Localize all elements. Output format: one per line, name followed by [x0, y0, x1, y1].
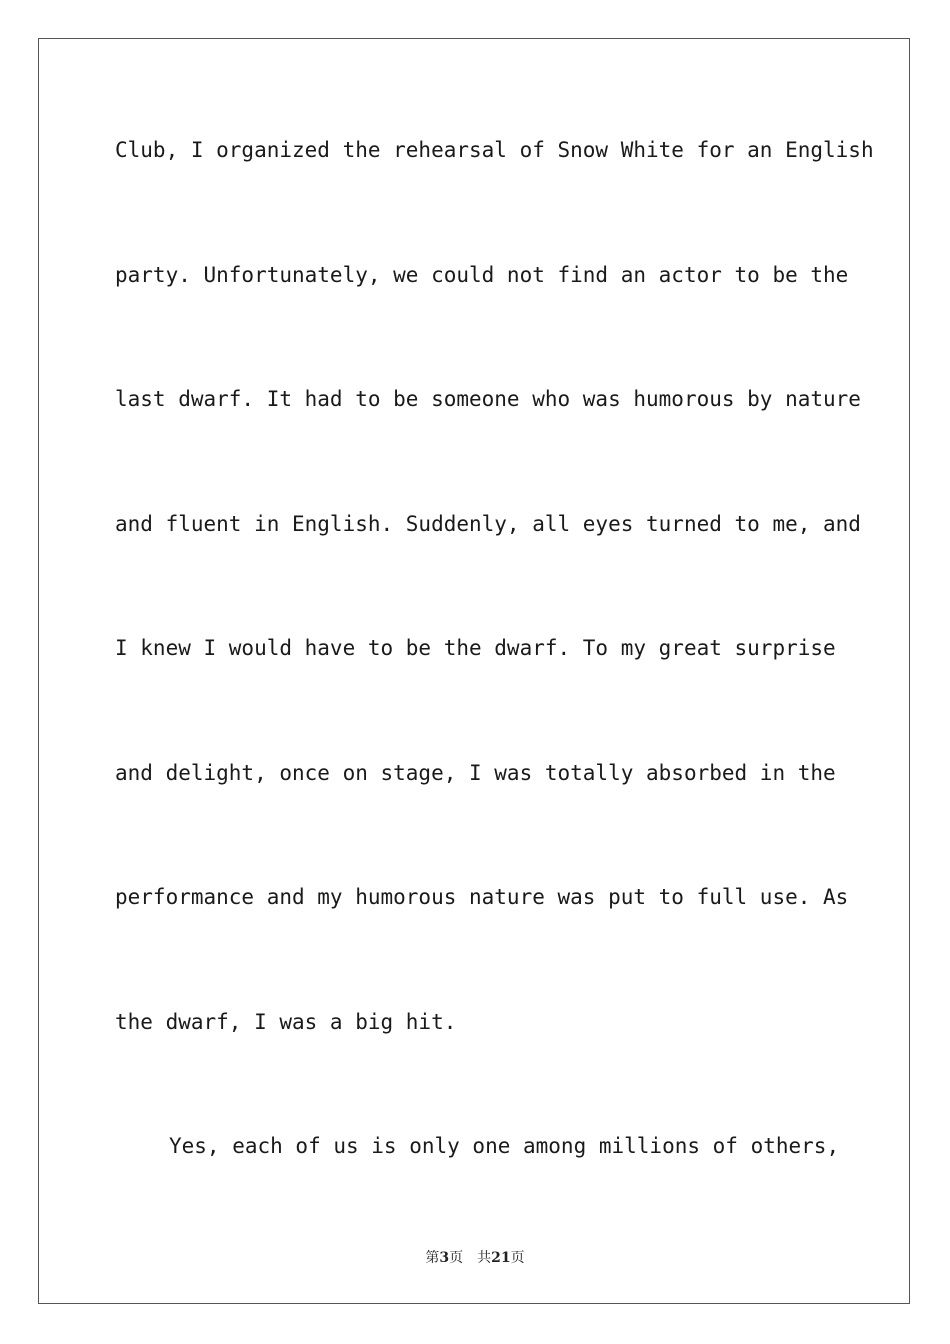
- document-body: [115, 126, 874, 1247]
- total-prefix: 共: [477, 1250, 492, 1266]
- text-line-paragraph-end: the dwarf, I was a big hit.: [115, 1009, 457, 1034]
- total-page-count: 21: [491, 1250, 511, 1266]
- page-prefix: 第: [425, 1250, 440, 1266]
- page-footer: [0, 1247, 950, 1267]
- total-unit: 页: [510, 1250, 525, 1266]
- text-line: party. Unfortunately, we could not find an actor to be the: [115, 262, 849, 287]
- text-line: performance and my humorous nature was put to full use. As: [115, 885, 849, 909]
- text-line: last dwarf. It had to be someone who was humorous by nature: [115, 387, 861, 411]
- text-line: I knew I would have to be the dwarf. To my great surprise: [115, 636, 836, 660]
- page-unit: 页: [449, 1250, 464, 1266]
- text-line: and fluent in English. Suddenly, all eyes turned to me, and: [115, 511, 861, 536]
- text-line: Club, I organized the rehearsal of Snow White for an English: [115, 138, 874, 162]
- current-page-number: 3: [439, 1250, 450, 1266]
- text-line-paragraph-start: Yes, each of us is only one among millions of others,: [169, 1134, 840, 1158]
- text-line: and delight, once on stage, I was totally absorbed in the: [115, 760, 836, 785]
